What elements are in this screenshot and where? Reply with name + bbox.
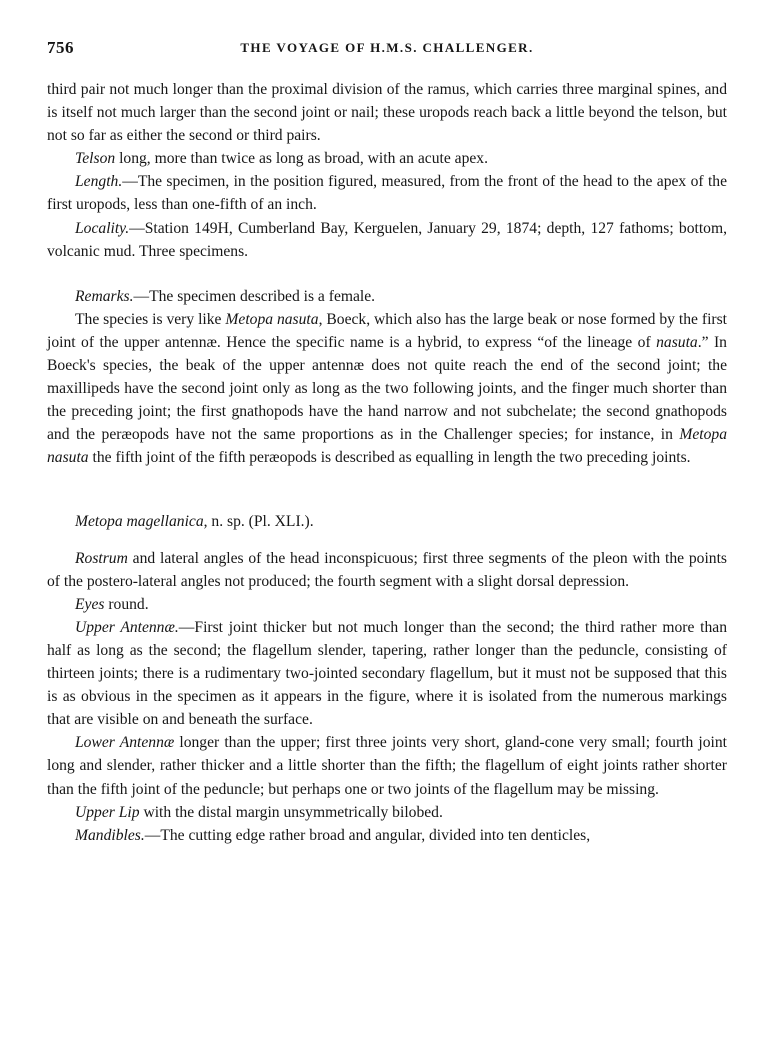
paragraph-rostrum bbox=[47, 547, 727, 593]
paragraph-remarks bbox=[47, 285, 727, 308]
new-species-heading bbox=[47, 510, 727, 533]
telson-label: Telson bbox=[75, 150, 116, 168]
paragraph-uropods: third pair not much longer than the proximal division of the ramus, which carries three marginal spines, and is itself not much larger than the second joint or nail; these uropods reach back a little beyond the telson, but not so far as either the second or third pairs. bbox=[47, 81, 727, 145]
upper-lip-label: Upper Lip bbox=[75, 803, 140, 821]
lower-antennae-text: longer than the upper; first three joints very short, gland-cone very small; fourth joint long and slender, rather thicker and a little shorter than the fifth; the flagellum of eight joints rather shorter than the fifth joint of the peduncle; but perhaps one or two joints of the flagellum may be missing. bbox=[47, 734, 727, 798]
paragraph-eyes bbox=[47, 593, 727, 616]
paragraph-species-comparison bbox=[47, 308, 727, 470]
locality-label: Locality. bbox=[75, 219, 130, 237]
new-species-text: , n. sp. (Pl. XLI.). bbox=[203, 512, 314, 530]
species-text-1: The species is very like bbox=[75, 310, 226, 328]
species-name-3: Metopa nasuta bbox=[47, 426, 727, 467]
species-text-3: .” In Boeck's species, the beak of the upper antennæ does not quite reach the end of the second joint; the maxillipeds have the second joint only as long as the two following joints, and the finger much shorter than the preceding joint; the first gnathopods have the hand narrow and not subchelate; the second gnathopods and the peræopods have not the same proportions as in the Challenger species; for instance, in bbox=[47, 333, 727, 444]
rostrum-label: Rostrum bbox=[75, 549, 128, 567]
new-species-name: Metopa magellanica bbox=[75, 512, 204, 530]
species-name-2: nasuta bbox=[656, 333, 698, 351]
rostrum-text: and lateral angles of the head inconspicuous; first three segments of the pleon with the points of the postero-lateral angles not produced; the fourth segment with a slight dorsal depression. bbox=[47, 549, 727, 590]
length-text: —The specimen, in the position figured, measured, from the front of the head to the apex of the first uropods, less than one-fifth of an inch. bbox=[47, 173, 727, 214]
document-page bbox=[47, 38, 727, 847]
upper-lip-text: with the distal margin unsymmetrically bilobed. bbox=[139, 803, 443, 821]
running-title: THE VOYAGE OF H.M.S. CHALLENGER. bbox=[240, 40, 534, 55]
telson-text: long, more than twice as long as broad, with an acute apex. bbox=[115, 150, 489, 168]
mandibles-label: Mandibles. bbox=[75, 826, 145, 844]
eyes-text: round. bbox=[104, 595, 149, 613]
species-name-1: Metopa nasuta bbox=[225, 310, 319, 328]
lower-antennae-label: Lower Antennæ bbox=[75, 734, 175, 752]
species-text-2: , Boeck, which also has the large beak or nose formed by the first joint of the upper antennæ. Hence the specific name is a hybrid, to express “of the lineage of bbox=[47, 310, 727, 351]
eyes-label: Eyes bbox=[75, 595, 105, 613]
paragraph-lower-antennae bbox=[47, 731, 727, 800]
paragraph-upper-lip bbox=[47, 801, 727, 824]
paragraph-upper-antennae bbox=[47, 616, 727, 731]
locality-text: —Station 149H, Cumberland Bay, Kerguelen, January 29, 1874; depth, 127 fathoms; bottom, volcanic mud. Three specimens. bbox=[47, 219, 727, 260]
mandibles-text: —The cutting edge rather broad and angular, divided into ten denticles, bbox=[144, 826, 591, 844]
paragraph-telson bbox=[47, 147, 727, 170]
remarks-text: —The specimen described is a female. bbox=[133, 287, 376, 305]
upper-antennae-text: —First joint thicker but not much longer than the second; the third rather more than half as long as the second; the flagellum slender, tapering, rather longer than the peduncle, consisting of thirteen joints; there is a rudimentary two-jointed secondary flagellum, but it must not be supposed that this is as obvious in the specimen as it appears in the figure, where it is isolated from the numerous markings that are visible on and beneath the surface. bbox=[47, 618, 727, 729]
page-number: 756 bbox=[47, 38, 74, 57]
remarks-label: Remarks. bbox=[75, 287, 134, 305]
paragraph-mandibles bbox=[47, 824, 727, 847]
paragraph-length bbox=[47, 170, 727, 216]
upper-antennae-label: Upper Antennæ. bbox=[75, 618, 179, 636]
paragraph-locality bbox=[47, 217, 727, 263]
running-head bbox=[47, 38, 727, 62]
length-label: Length. bbox=[75, 173, 123, 191]
species-text-4: the fifth joint of the fifth peræopods is described as equalling in length the two preceding joints. bbox=[88, 449, 691, 467]
